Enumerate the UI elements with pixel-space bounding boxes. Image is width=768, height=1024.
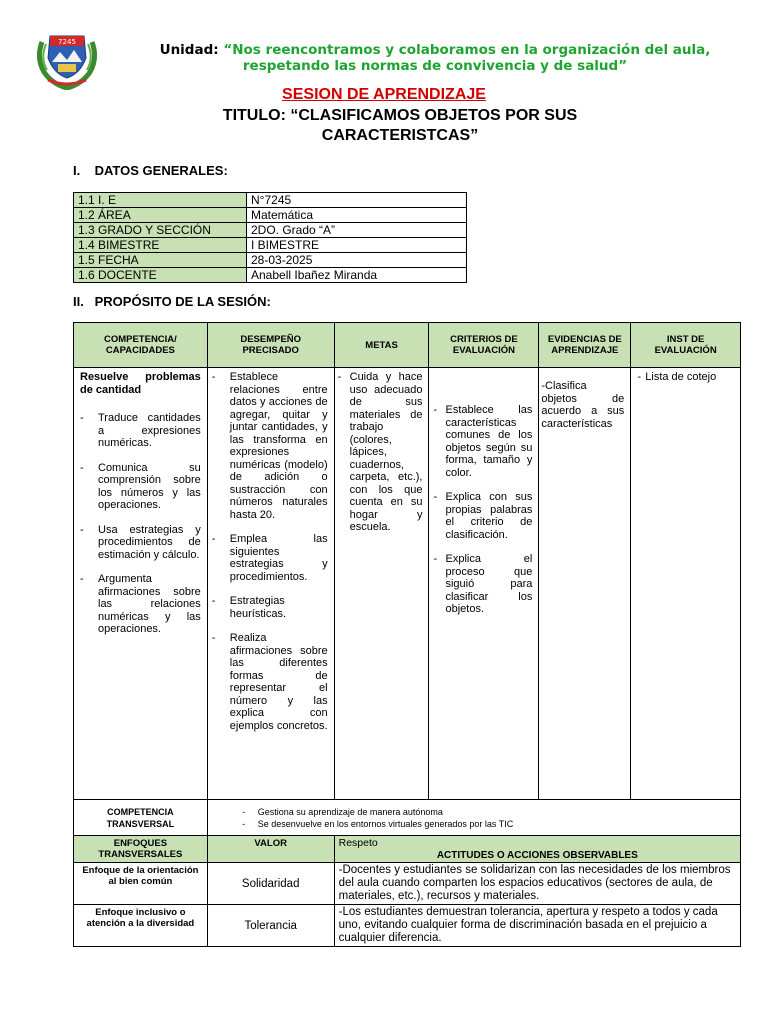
criterios-cell: [429, 368, 539, 800]
table-row: [74, 863, 741, 905]
header-enfoques: ENFOQUES TRANSVERSALES: [74, 836, 208, 863]
table-row: [74, 238, 467, 253]
list-item: - Gestiona su aprendizaje de manera autónoma: [242, 806, 443, 817]
datos-value: I BIMESTRE: [247, 238, 467, 253]
header-metas: METAS: [334, 323, 429, 368]
proposito-table: [73, 322, 741, 947]
datos-key: 1.2 ÁREA: [74, 208, 247, 223]
instrumento-cell: [631, 368, 741, 800]
table-row: [74, 905, 741, 947]
datos-key: 1.3 GRADO Y SECCIÓN: [74, 223, 247, 238]
metas-cell: [334, 368, 429, 800]
desempeno-text: Estrategias heurísticas.: [229, 595, 287, 620]
actitud-text: -Los estudiantes demuestran tolerancia, apertura y respeto a todos y cada uno, evitando cualquier forma de discriminación basada en el prejuicio a cualquier diferencia.: [334, 905, 740, 947]
instrumento-text: Lista de cotejo: [645, 371, 717, 383]
datos-value: Anabell Ibañez Miranda: [247, 268, 467, 283]
header-criterios: CRITERIOS DE EVALUACIÓN: [429, 323, 539, 368]
datos-key: 1.6 DOCENTE: [74, 268, 247, 283]
list-item: - Explica con sus propias palabras el criterio de clasificación.: [433, 491, 533, 541]
datos-key: 1.1 I. E: [74, 193, 247, 208]
datos-value: 2DO. Grado “A”: [247, 223, 467, 238]
competencia-cell: [74, 368, 208, 800]
header-instrumento: INST DE EVALUACIÓN: [631, 323, 741, 368]
desempeno-text: Realiza afirmaciones sobre las diferentes formas de representar el número y las explica con ejemplos concretos.: [229, 632, 328, 732]
header-respeto: Respeto: [338, 837, 378, 849]
desempeno-text: Establece relaciones entre datos y acciones de agregar, quitar y juntar cantidades, y las transforma en expresiones numéricas (modelo) de adición o sustracción con números naturales hasta 20.: [229, 371, 328, 521]
capacidad-text: Usa estrategias y procedimientos de estimación y cálculo.: [98, 523, 201, 561]
section-number: I.: [73, 163, 81, 178]
list-item: - Usa estrategias y procedimientos de estimación y cálculo.: [80, 523, 201, 561]
transversal-label: COMPETENCIA TRANSVERSAL: [74, 800, 208, 836]
list-item: - Realiza afirmaciones sobre las diferentes formas de representar el número y las explica con ejemplos concretos.: [211, 632, 328, 732]
header-competencia: COMPETENCIA/ CAPACIDADES: [74, 323, 208, 368]
capacidad-text: Argumenta afirmaciones sobre las relaciones numéricas y las operaciones.: [98, 573, 201, 635]
metas-text: Cuida y hace uso adecuado de sus materiales de trabajo (colores, lápices, cuadernos, carpeta, etc.), con los que cuenta en su hogar y escuela.: [349, 371, 423, 533]
transversal-text: Gestiona su aprendizaje de manera autónoma: [257, 806, 443, 817]
unidad-label: Unidad:: [159, 42, 219, 58]
datos-generales-table: [73, 192, 467, 283]
unidad-heading: [130, 42, 740, 74]
list-item: - Explica el proceso que siguió para clasificar los objetos.: [433, 553, 533, 615]
list-item: - Comunica su comprensión sobre los números y las operaciones.: [80, 461, 201, 511]
section-datos-heading: [73, 163, 228, 178]
datos-value: Matemática: [247, 208, 467, 223]
enfoque-name: Enfoque de la orientación al bien común: [74, 863, 208, 905]
table-row: [74, 268, 467, 283]
list-item: - Establece las características comunes de los objetos según su forma, tamaño y color.: [433, 404, 533, 479]
list-item: - Estrategias heurísticas.: [212, 595, 328, 620]
school-logo: [34, 28, 100, 90]
header-valor: VALOR: [207, 836, 334, 863]
transversal-text: Se desenvuelve en los entornos virtuales generados por las TIC: [257, 818, 514, 829]
capacidad-text: Traduce cantidades a expresiones numéricas.: [98, 412, 201, 449]
header-desempeno: DESEMPEÑO PRECISADO: [207, 323, 334, 368]
enfoque-name: Enfoque inclusivo o atención a la diversidad: [74, 905, 208, 947]
section-number: II.: [73, 294, 84, 309]
datos-value: N°7245: [247, 193, 467, 208]
datos-key: 1.5 FECHA: [74, 253, 247, 268]
section-title: DATOS GENERALES:: [94, 163, 228, 178]
page-title: TITULO: “CLASIFICAMOS OBJETOS POR SUS CARACTERISTCAS”: [222, 107, 578, 144]
header-actitudes-cell: [334, 836, 740, 863]
list-item: - Establece relaciones entre datos y acciones de agregar, quitar y juntar cantidades, y las transforma en expresiones numéricas (modelo) de adición o sustracción con números naturales hasta 20.: [211, 371, 328, 521]
list-item: - Lista de cotejo: [633, 371, 734, 384]
table-row: [74, 208, 467, 223]
table-row: [74, 253, 467, 268]
unidad-text: “Nos reencontramos y colaboramos en la organización del aula, respetando las normas de convivencia y de salud”: [223, 42, 711, 74]
section-title: PROPÓSITO DE LA SESIÓN:: [94, 294, 271, 309]
valor-text: Tolerancia: [207, 905, 334, 947]
sesion-title: SESION DE APRENDIZAJE: [282, 86, 486, 103]
desempeno-text: Emplea las siguientes estrategias y procedimientos.: [229, 533, 328, 583]
table-row: [74, 368, 741, 800]
list-item: - Emplea las siguientes estrategias y procedimientos.: [211, 533, 328, 583]
school-crest-icon: [34, 28, 100, 90]
table-row: [74, 193, 467, 208]
evidencias-cell: [539, 368, 631, 800]
logo-number: 7245: [58, 38, 76, 46]
datos-value: 28-03-2025: [247, 253, 467, 268]
criterio-text: Establece las características comunes de los objetos según su forma, tamaño y color.: [445, 404, 533, 479]
transversal-row: [74, 800, 741, 836]
actitud-text: -Docentes y estudiantes se solidarizan con las necesidades de los miembros del aula cuando comparten los espacios educativos (sectores de aula, de materiales, etc.), recursos y materiales.: [334, 863, 740, 905]
criterio-text: Explica el proceso que siguió para clasificar los objetos.: [445, 553, 533, 615]
desempeno-cell: [207, 368, 334, 800]
list-item: - Cuida y hace uso adecuado de sus materiales de trabajo (colores, lápices, cuadernos, carpeta, etc.), con los que cuenta en su hogar y escuela.: [337, 371, 423, 533]
datos-key: 1.4 BIMESTRE: [74, 238, 247, 253]
table-row: [74, 223, 467, 238]
list-item: - Traduce cantidades a expresiones numéricas.: [80, 412, 201, 449]
list-item: - Argumenta afirmaciones sobre las relaciones numéricas y las operaciones.: [80, 573, 201, 635]
evidencias-text: -Clasifica objetos de acuerdo a sus características: [541, 380, 625, 430]
table-header-row: [74, 323, 741, 368]
header-evidencias: EVIDENCIAS DE APRENDIZAJE: [539, 323, 631, 368]
header-actitudes: ACTITUDES O ACCIONES OBSERVABLES: [436, 850, 638, 861]
valor-text: Solidaridad: [207, 863, 334, 905]
capacidad-text: Comunica su comprensión sobre los números y las operaciones.: [98, 461, 201, 511]
transversal-items: [207, 800, 740, 836]
section-proposito-heading: [73, 294, 271, 309]
enfoques-header-row: [74, 836, 741, 863]
criterio-text: Explica con sus propias palabras el criterio de clasificación.: [445, 491, 533, 541]
competencia-title: Resuelve problemas de cantidad: [80, 371, 201, 396]
list-item: - Se desenvuelve en los entornos virtuales generados por las TIC: [242, 818, 514, 829]
